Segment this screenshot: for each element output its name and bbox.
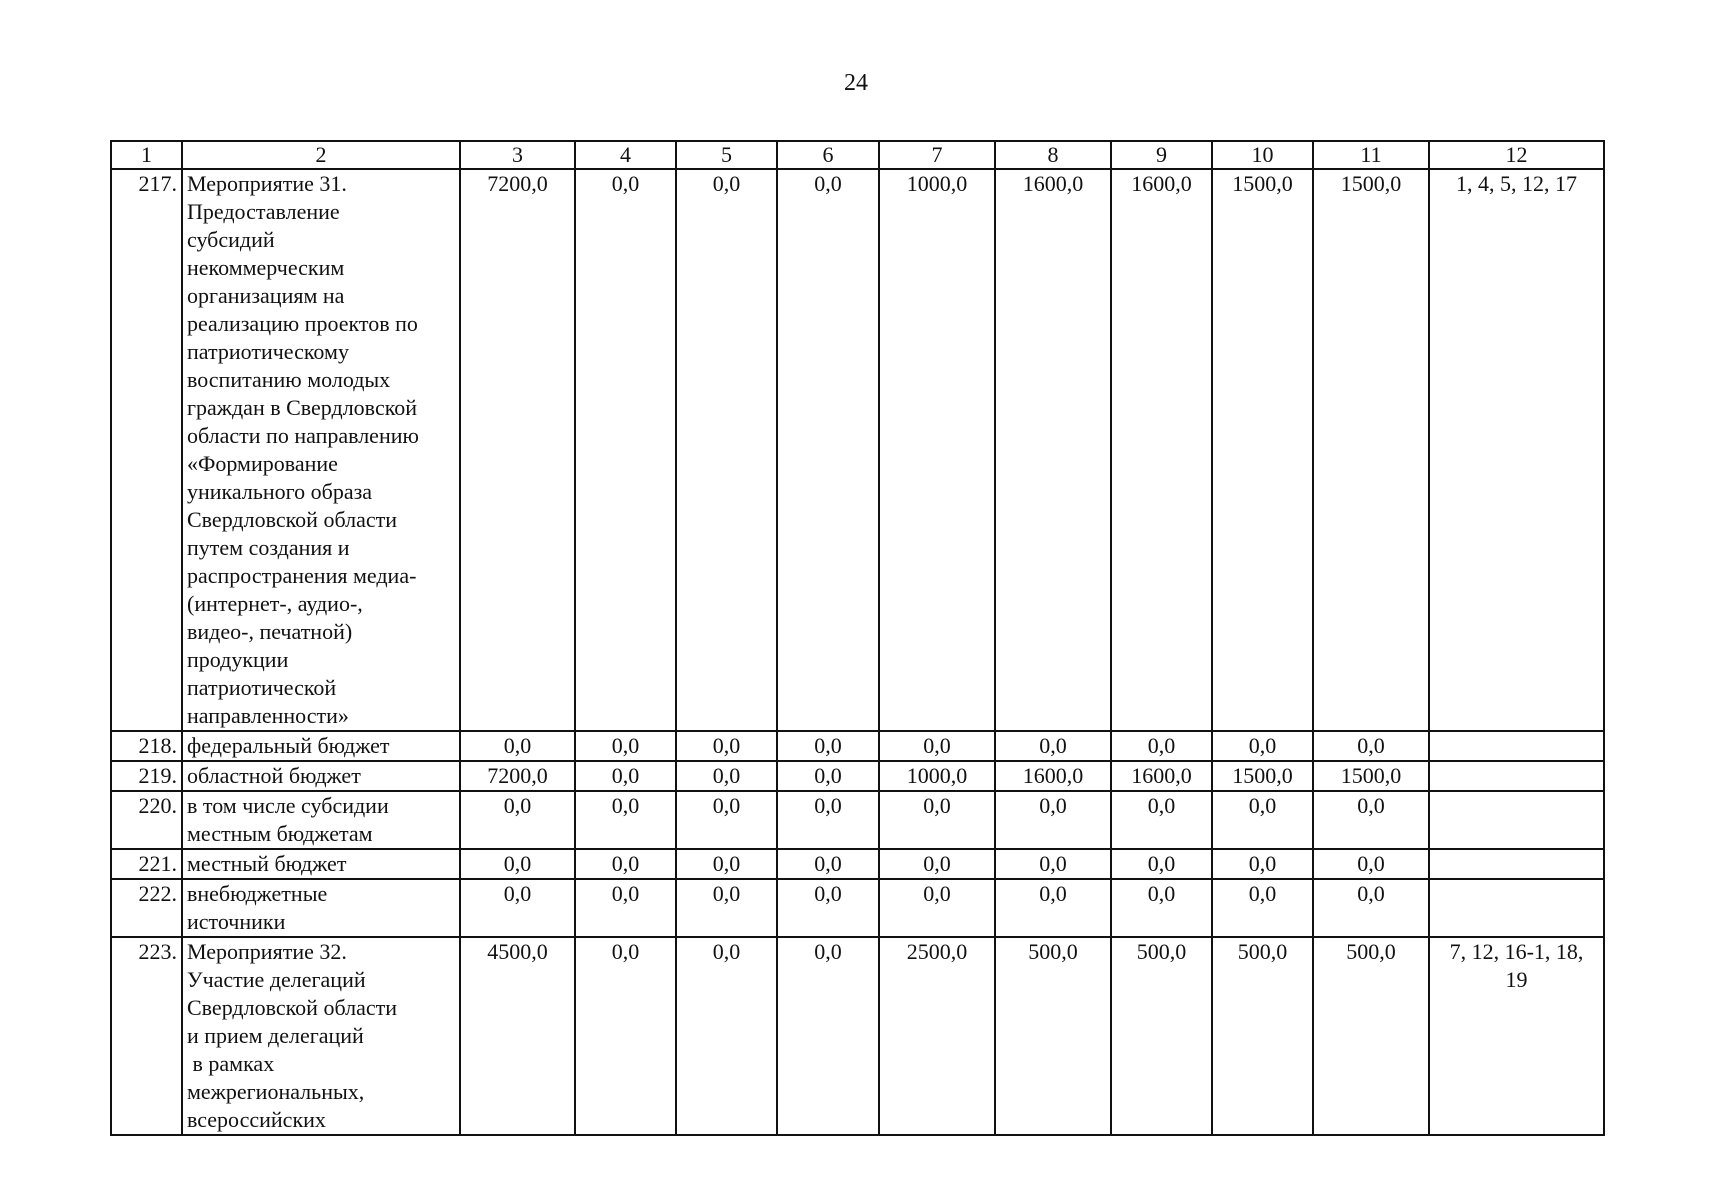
row-value: 0,0 [1212,791,1313,849]
row-value: 0,0 [995,791,1111,849]
header-row [111,141,1604,169]
row-targets: 7, 12, 16-1, 18, 19 [1429,937,1604,1135]
row-value: 0,0 [777,731,879,761]
row-value: 0,0 [995,879,1111,937]
column-header: 11 [1313,141,1429,169]
row-description: областной бюджет [182,761,460,791]
row-value: 0,0 [777,937,879,1135]
column-header: 9 [1111,141,1212,169]
column-header: 12 [1429,141,1604,169]
row-value: 0,0 [676,761,777,791]
row-value: 0,0 [879,879,995,937]
row-number: 218. [111,731,182,761]
row-value: 0,0 [777,849,879,879]
row-value: 1500,0 [1313,169,1429,731]
row-value: 7200,0 [460,169,575,731]
table-row [111,791,1604,849]
row-value: 0,0 [575,937,676,1135]
row-description: внебюджетные источники [182,879,460,937]
row-value: 1000,0 [879,761,995,791]
column-header: 5 [676,141,777,169]
row-value: 0,0 [575,791,676,849]
row-value: 0,0 [777,879,879,937]
row-value: 0,0 [777,169,879,731]
row-value: 500,0 [995,937,1111,1135]
row-value: 0,0 [676,731,777,761]
row-value: 500,0 [1212,937,1313,1135]
row-value: 0,0 [995,849,1111,879]
column-header: 10 [1212,141,1313,169]
column-header: 6 [777,141,879,169]
row-value: 0,0 [1111,849,1212,879]
table-row [111,761,1604,791]
row-description: местный бюджет [182,849,460,879]
page-number: 24 [844,70,868,96]
table-row [111,849,1604,879]
row-value: 1500,0 [1212,761,1313,791]
column-header: 2 [182,141,460,169]
row-value: 1600,0 [995,761,1111,791]
row-number: 217. [111,169,182,731]
row-value: 0,0 [676,937,777,1135]
row-value: 0,0 [1212,849,1313,879]
row-value: 1600,0 [995,169,1111,731]
row-value: 0,0 [1313,731,1429,761]
table-row [111,937,1604,1135]
table-row [111,879,1604,937]
row-number: 222. [111,879,182,937]
row-value: 0,0 [460,849,575,879]
row-value: 1600,0 [1111,761,1212,791]
row-value: 0,0 [1313,791,1429,849]
budget-table [110,140,1605,1136]
row-value: 0,0 [575,169,676,731]
row-value: 0,0 [676,879,777,937]
row-number: 220. [111,791,182,849]
row-value: 0,0 [879,731,995,761]
column-header: 7 [879,141,995,169]
row-targets [1429,849,1604,879]
row-value: 0,0 [460,731,575,761]
row-value: 0,0 [1212,879,1313,937]
row-description: Мероприятие 32. Участие делегаций Свердловской области и прием делегаций в рамках межрегиональных, всероссийских [182,937,460,1135]
row-targets: 1, 4, 5, 12, 17 [1429,169,1604,731]
row-description: федеральный бюджет [182,731,460,761]
row-value: 0,0 [1212,731,1313,761]
row-number: 223. [111,937,182,1135]
table-row [111,731,1604,761]
row-value: 0,0 [777,761,879,791]
row-targets [1429,761,1604,791]
row-value: 0,0 [1111,791,1212,849]
row-value: 500,0 [1313,937,1429,1135]
row-value: 0,0 [995,731,1111,761]
table-body [111,169,1604,1135]
row-targets [1429,879,1604,937]
row-value: 1000,0 [879,169,995,731]
row-targets [1429,791,1604,849]
row-value: 500,0 [1111,937,1212,1135]
row-value: 0,0 [879,791,995,849]
row-value: 0,0 [879,849,995,879]
row-number: 219. [111,761,182,791]
row-value: 0,0 [777,791,879,849]
row-value: 0,0 [460,791,575,849]
row-value: 4500,0 [460,937,575,1135]
column-header: 4 [575,141,676,169]
row-value: 0,0 [460,879,575,937]
row-value: 1500,0 [1212,169,1313,731]
column-header: 3 [460,141,575,169]
row-value: 0,0 [575,849,676,879]
row-value: 0,0 [1111,879,1212,937]
row-targets [1429,731,1604,761]
row-value: 0,0 [575,761,676,791]
row-value: 0,0 [676,849,777,879]
row-value: 0,0 [676,169,777,731]
row-value: 7200,0 [460,761,575,791]
row-value: 2500,0 [879,937,995,1135]
column-header: 1 [111,141,182,169]
row-number: 221. [111,849,182,879]
row-value: 0,0 [575,879,676,937]
row-value: 0,0 [1313,879,1429,937]
row-value: 0,0 [575,731,676,761]
table-row [111,169,1604,731]
row-description: в том числе субсидии местным бюджетам [182,791,460,849]
column-header: 8 [995,141,1111,169]
row-value: 0,0 [1111,731,1212,761]
row-description: Мероприятие 31. Предоставление субсидий некоммерческим организациям на реализацию проектов по патриотическому воспитанию молодых граждан в Свердловской области по направлению «Формирование уникального образа Свердловской области путем создания и распространения медиа- (интернет-, аудио-, видео-, печатной) продукции патриотической направленности» [182,169,460,731]
row-value: 1600,0 [1111,169,1212,731]
row-value: 1500,0 [1313,761,1429,791]
row-value: 0,0 [676,791,777,849]
row-value: 0,0 [1313,849,1429,879]
